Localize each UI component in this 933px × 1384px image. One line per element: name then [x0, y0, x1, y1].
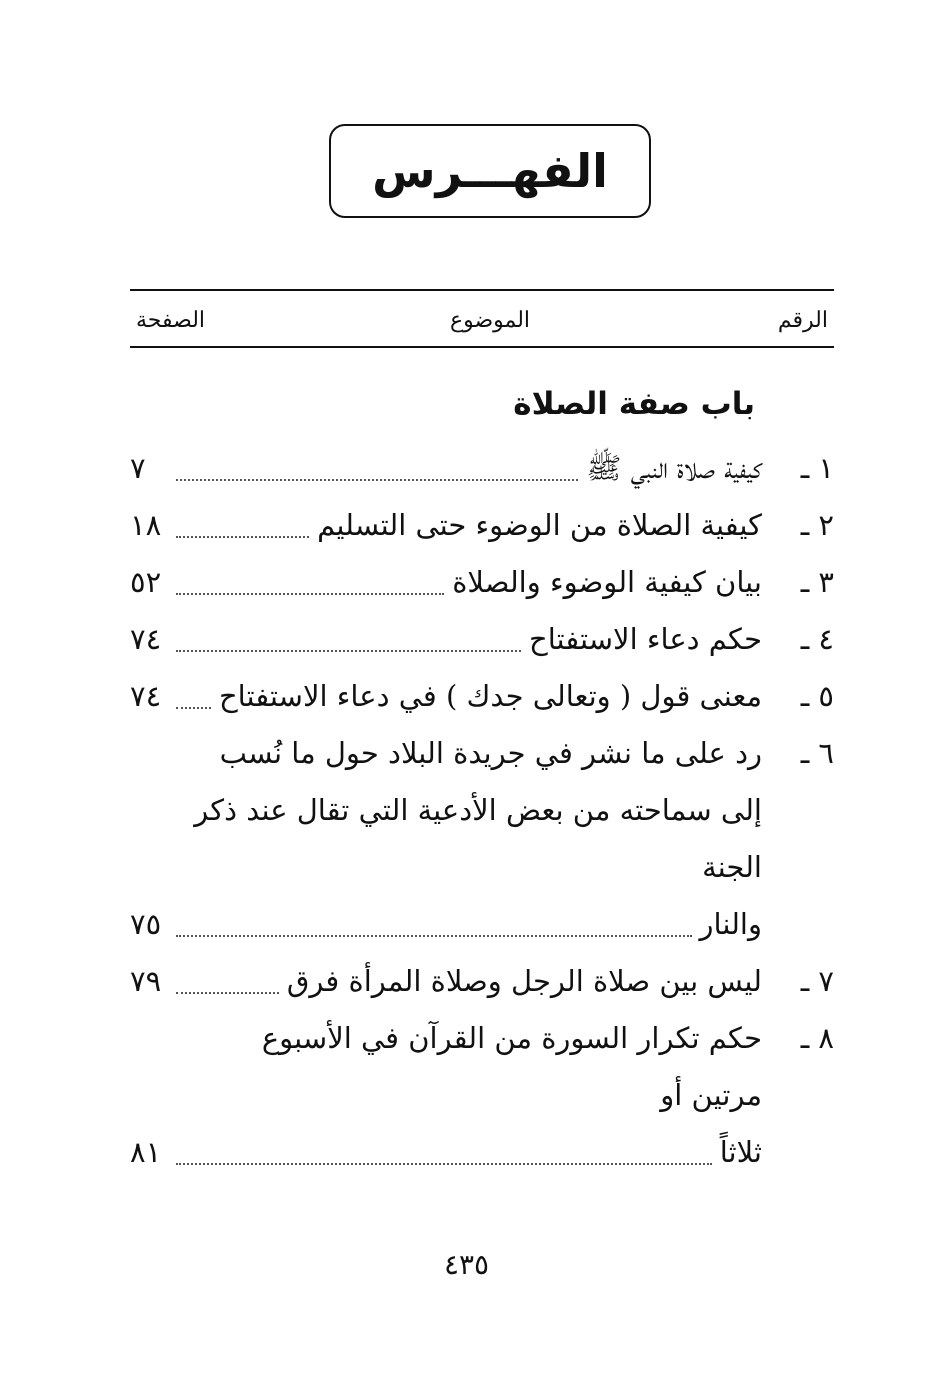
- header-top-rule: [130, 289, 834, 291]
- entry-title: حكم دعاء الاستفتاح: [529, 622, 762, 656]
- column-header-number: الرقم: [777, 307, 828, 333]
- entry-title: كيفية صلاة النبي ﷺ: [586, 451, 762, 485]
- index-entry: [130, 668, 834, 725]
- entry-page: ٧٤: [130, 622, 162, 656]
- entry-number: ٢ ـ: [800, 508, 834, 542]
- entry-title: حكم تكرار السورة من القرآن في الأسبوع مرتين أو: [261, 1021, 762, 1112]
- entry-page: ٨١: [130, 1135, 162, 1169]
- index-entry: [130, 611, 834, 668]
- dot-leader: [176, 593, 444, 595]
- column-header-page: الصفحة: [136, 307, 206, 333]
- entry-page: ٧٩: [130, 964, 162, 998]
- index-entry: [130, 1010, 834, 1181]
- entry-number: ٤ ـ: [800, 622, 834, 656]
- entry-page: ٧٤: [130, 679, 162, 713]
- section-title: باب صفة الصلاة: [513, 386, 755, 422]
- dot-leader: [176, 650, 521, 652]
- entry-number: ٣ ـ: [800, 565, 834, 599]
- entry-title: ليس بين صلاة الرجل وصلاة المرأة فرق: [286, 964, 762, 998]
- index-entry: [130, 440, 834, 497]
- index-entry: [130, 725, 834, 953]
- entry-page: ٥٢: [130, 565, 162, 599]
- page-title: الفهـــرس: [372, 144, 608, 198]
- page-number: ٤٣٥: [443, 1248, 490, 1281]
- entry-title: رد على ما نشر في جريدة البلاد حول ما نُسب إلى سماحته من بعض الأدعية التي تقال عند ذكر الجنة: [194, 736, 762, 884]
- header-bottom-rule: [130, 346, 834, 348]
- entry-title: بيان كيفية الوضوء والصلاة: [452, 565, 762, 599]
- entry-title-last-line: ثلاثاً: [719, 1135, 762, 1169]
- dot-leader: [176, 992, 279, 994]
- title-box: [329, 124, 651, 218]
- index-entries: [130, 440, 834, 1181]
- entry-number: ٧ ـ: [800, 964, 834, 998]
- dot-leader: [176, 479, 578, 481]
- index-entry: [130, 554, 834, 611]
- dot-leader: [176, 1163, 712, 1165]
- entry-number: ٦ ـ: [800, 736, 834, 770]
- entry-title-last-line: والنار: [699, 907, 762, 941]
- index-entry: [130, 953, 834, 1010]
- entry-number: ٨ ـ: [800, 1021, 834, 1055]
- column-header-topic: الموضوع: [449, 307, 531, 333]
- entry-number: ٥ ـ: [800, 679, 834, 713]
- entry-page: ١٨: [130, 508, 162, 542]
- entry-page: ٧: [130, 451, 146, 485]
- index-entry: [130, 497, 834, 554]
- entry-title: كيفية الصلاة من الوضوء حتى التسليم: [317, 508, 762, 542]
- entry-title: معنى قول ( وتعالى جدك ) في دعاء الاستفتاح: [218, 679, 762, 713]
- dot-leader: [176, 707, 211, 709]
- dot-leader: [176, 536, 309, 538]
- dot-leader: [176, 935, 692, 937]
- entry-page: ٧٥: [130, 907, 162, 941]
- entry-number: ١ ـ: [800, 451, 834, 485]
